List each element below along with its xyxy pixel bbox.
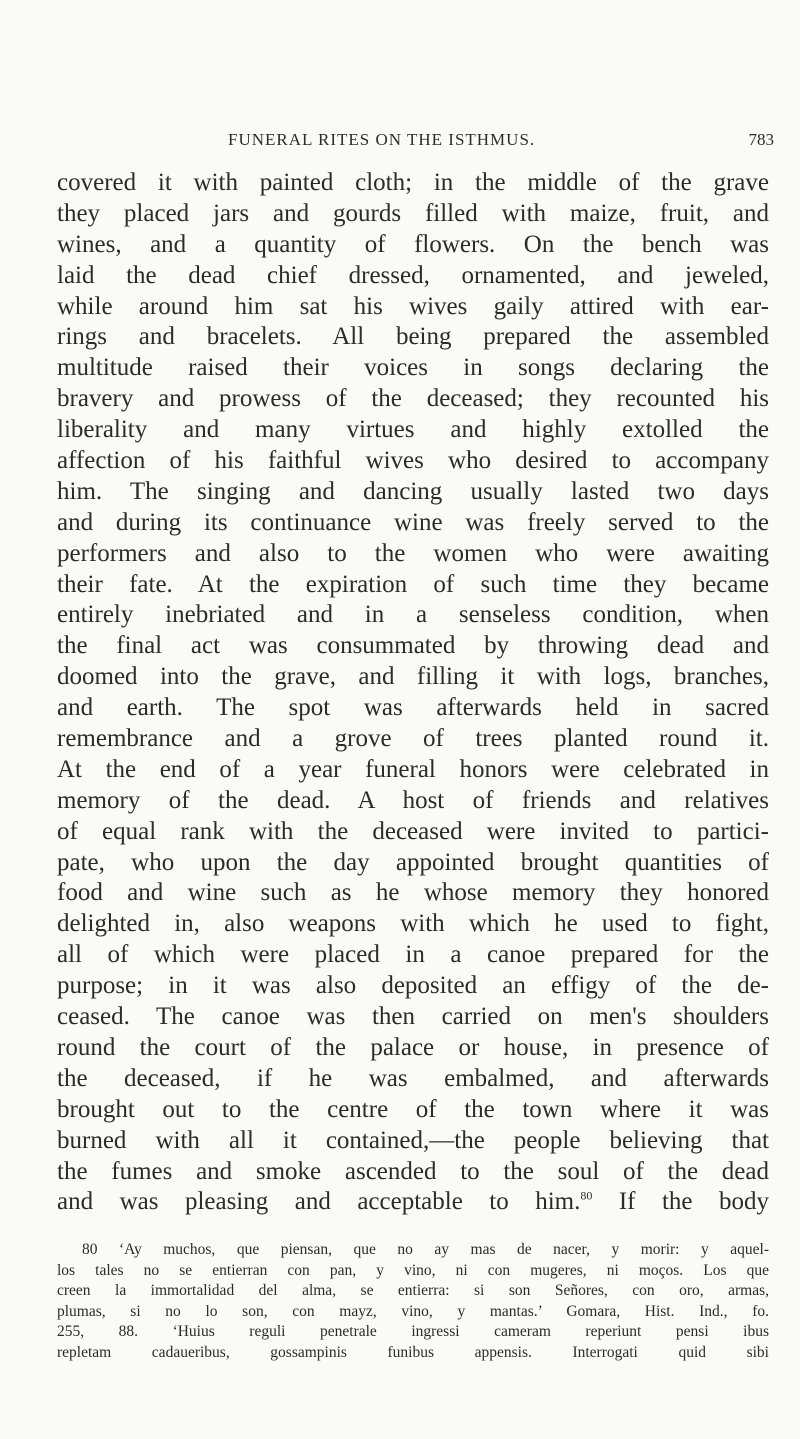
- body-line: him. The singing and dancing usually lasted two days: [57, 477, 769, 505]
- body-line: laid the dead chief dressed, ornamented, and jeweled,: [57, 261, 769, 289]
- body-line: [57, 1187, 769, 1218]
- body-line: memory of the dead. A host of friends and relatives: [57, 786, 769, 814]
- body-line: of equal rank with the deceased were invited to partici-: [57, 817, 769, 845]
- footnote-line: plumas, si no lo son, con mayz, vino, y mantas.’ Gomara, Hist. Ind., fo.: [57, 1302, 769, 1320]
- body-line: affection of his faithful wives who desired to accompany: [57, 447, 769, 475]
- body-line: burned with all it contained,—the people believing that: [57, 1126, 769, 1154]
- body-line: wines, and a quantity of flowers. On the bench was: [57, 230, 769, 258]
- footnote-reference: 80: [580, 1189, 593, 1204]
- body-line: ceased. The canoe was then carried on men's shoulders: [57, 1003, 769, 1031]
- body-line: delighted in, also weapons with which he used to fight,: [57, 910, 769, 938]
- body-line: covered it with painted cloth; in the middle of the grave: [57, 169, 769, 196]
- body-line: the final act was consummated by throwing dead and: [57, 632, 769, 660]
- body-line: performers and also to the women who were awaiting: [57, 539, 769, 567]
- footnote-line: repletam cadaueribus, gossampinis funibus appensis. Interrogati quid sibi: [57, 1343, 769, 1361]
- body-line: entirely inebriated and in a senseless condition, when: [57, 601, 769, 629]
- body-line: multitude raised their voices in songs declaring the: [57, 354, 769, 382]
- body-line: doomed into the grave, and filling it with logs, branches,: [57, 663, 769, 691]
- body-line: and during its continuance wine was freely served to the: [57, 508, 769, 536]
- body-line: bravery and prowess of the deceased; they recounted his: [57, 385, 769, 413]
- body-line: rings and bracelets. All being prepared the assembled: [57, 323, 769, 351]
- body-line: and earth. The spot was afterwards held in sacred: [57, 694, 769, 722]
- body-line-text: If the body: [592, 1188, 769, 1216]
- body-line-text: and was pleasing and acceptable to him.: [57, 1188, 581, 1216]
- footnote-line: los tales no se entierran con pan, y vino, ni con mugeres, ni moços. Los que: [57, 1261, 769, 1279]
- body-line: liberality and many virtues and highly extolled the: [57, 416, 769, 444]
- body-line: the deceased, if he was embalmed, and afterwards: [57, 1064, 769, 1092]
- body-line: while around him sat his wives gaily attired with ear-: [57, 292, 769, 320]
- body-line: round the court of the palace or house, in presence of: [57, 1033, 769, 1061]
- body-line: brought out to the centre of the town where it was: [57, 1095, 769, 1123]
- page-number: 783: [748, 130, 774, 149]
- footnote-line: creen la immortalidad del alma, se entierra: si son Señores, con oro, armas,: [57, 1282, 769, 1299]
- body-line: food and wine such as he whose memory they honored: [57, 879, 769, 907]
- body-text: [57, 168, 769, 1218]
- body-line: pate, who upon the day appointed brought quantities of: [57, 848, 769, 876]
- footnote-line: 80 ‘Ay muchos, que piensan, que no ay mas de nacer, y morir: y aquel-: [82, 1241, 769, 1258]
- body-line: purpose; in it was also deposited an effigy of the de-: [57, 972, 769, 1000]
- footnote: [57, 1240, 769, 1363]
- footnote-line: 255, 88. ‘Huius reguli penetrale ingressi cameram reperiunt pensi ibus: [57, 1323, 769, 1340]
- body-line: they placed jars and gourds filled with maize, fruit, and: [57, 199, 769, 227]
- body-line: the fumes and smoke ascended to the soul of the dead: [57, 1157, 769, 1185]
- body-line: remembrance and a grove of trees planted round it.: [57, 725, 769, 753]
- body-line: At the end of a year funeral honors were celebrated in: [57, 755, 769, 783]
- running-header: FUNERAL RITES ON THE ISTHMUS.: [228, 130, 536, 149]
- body-line: all of which were placed in a canoe prepared for the: [57, 941, 769, 969]
- body-line: their fate. At the expiration of such time they became: [57, 570, 769, 598]
